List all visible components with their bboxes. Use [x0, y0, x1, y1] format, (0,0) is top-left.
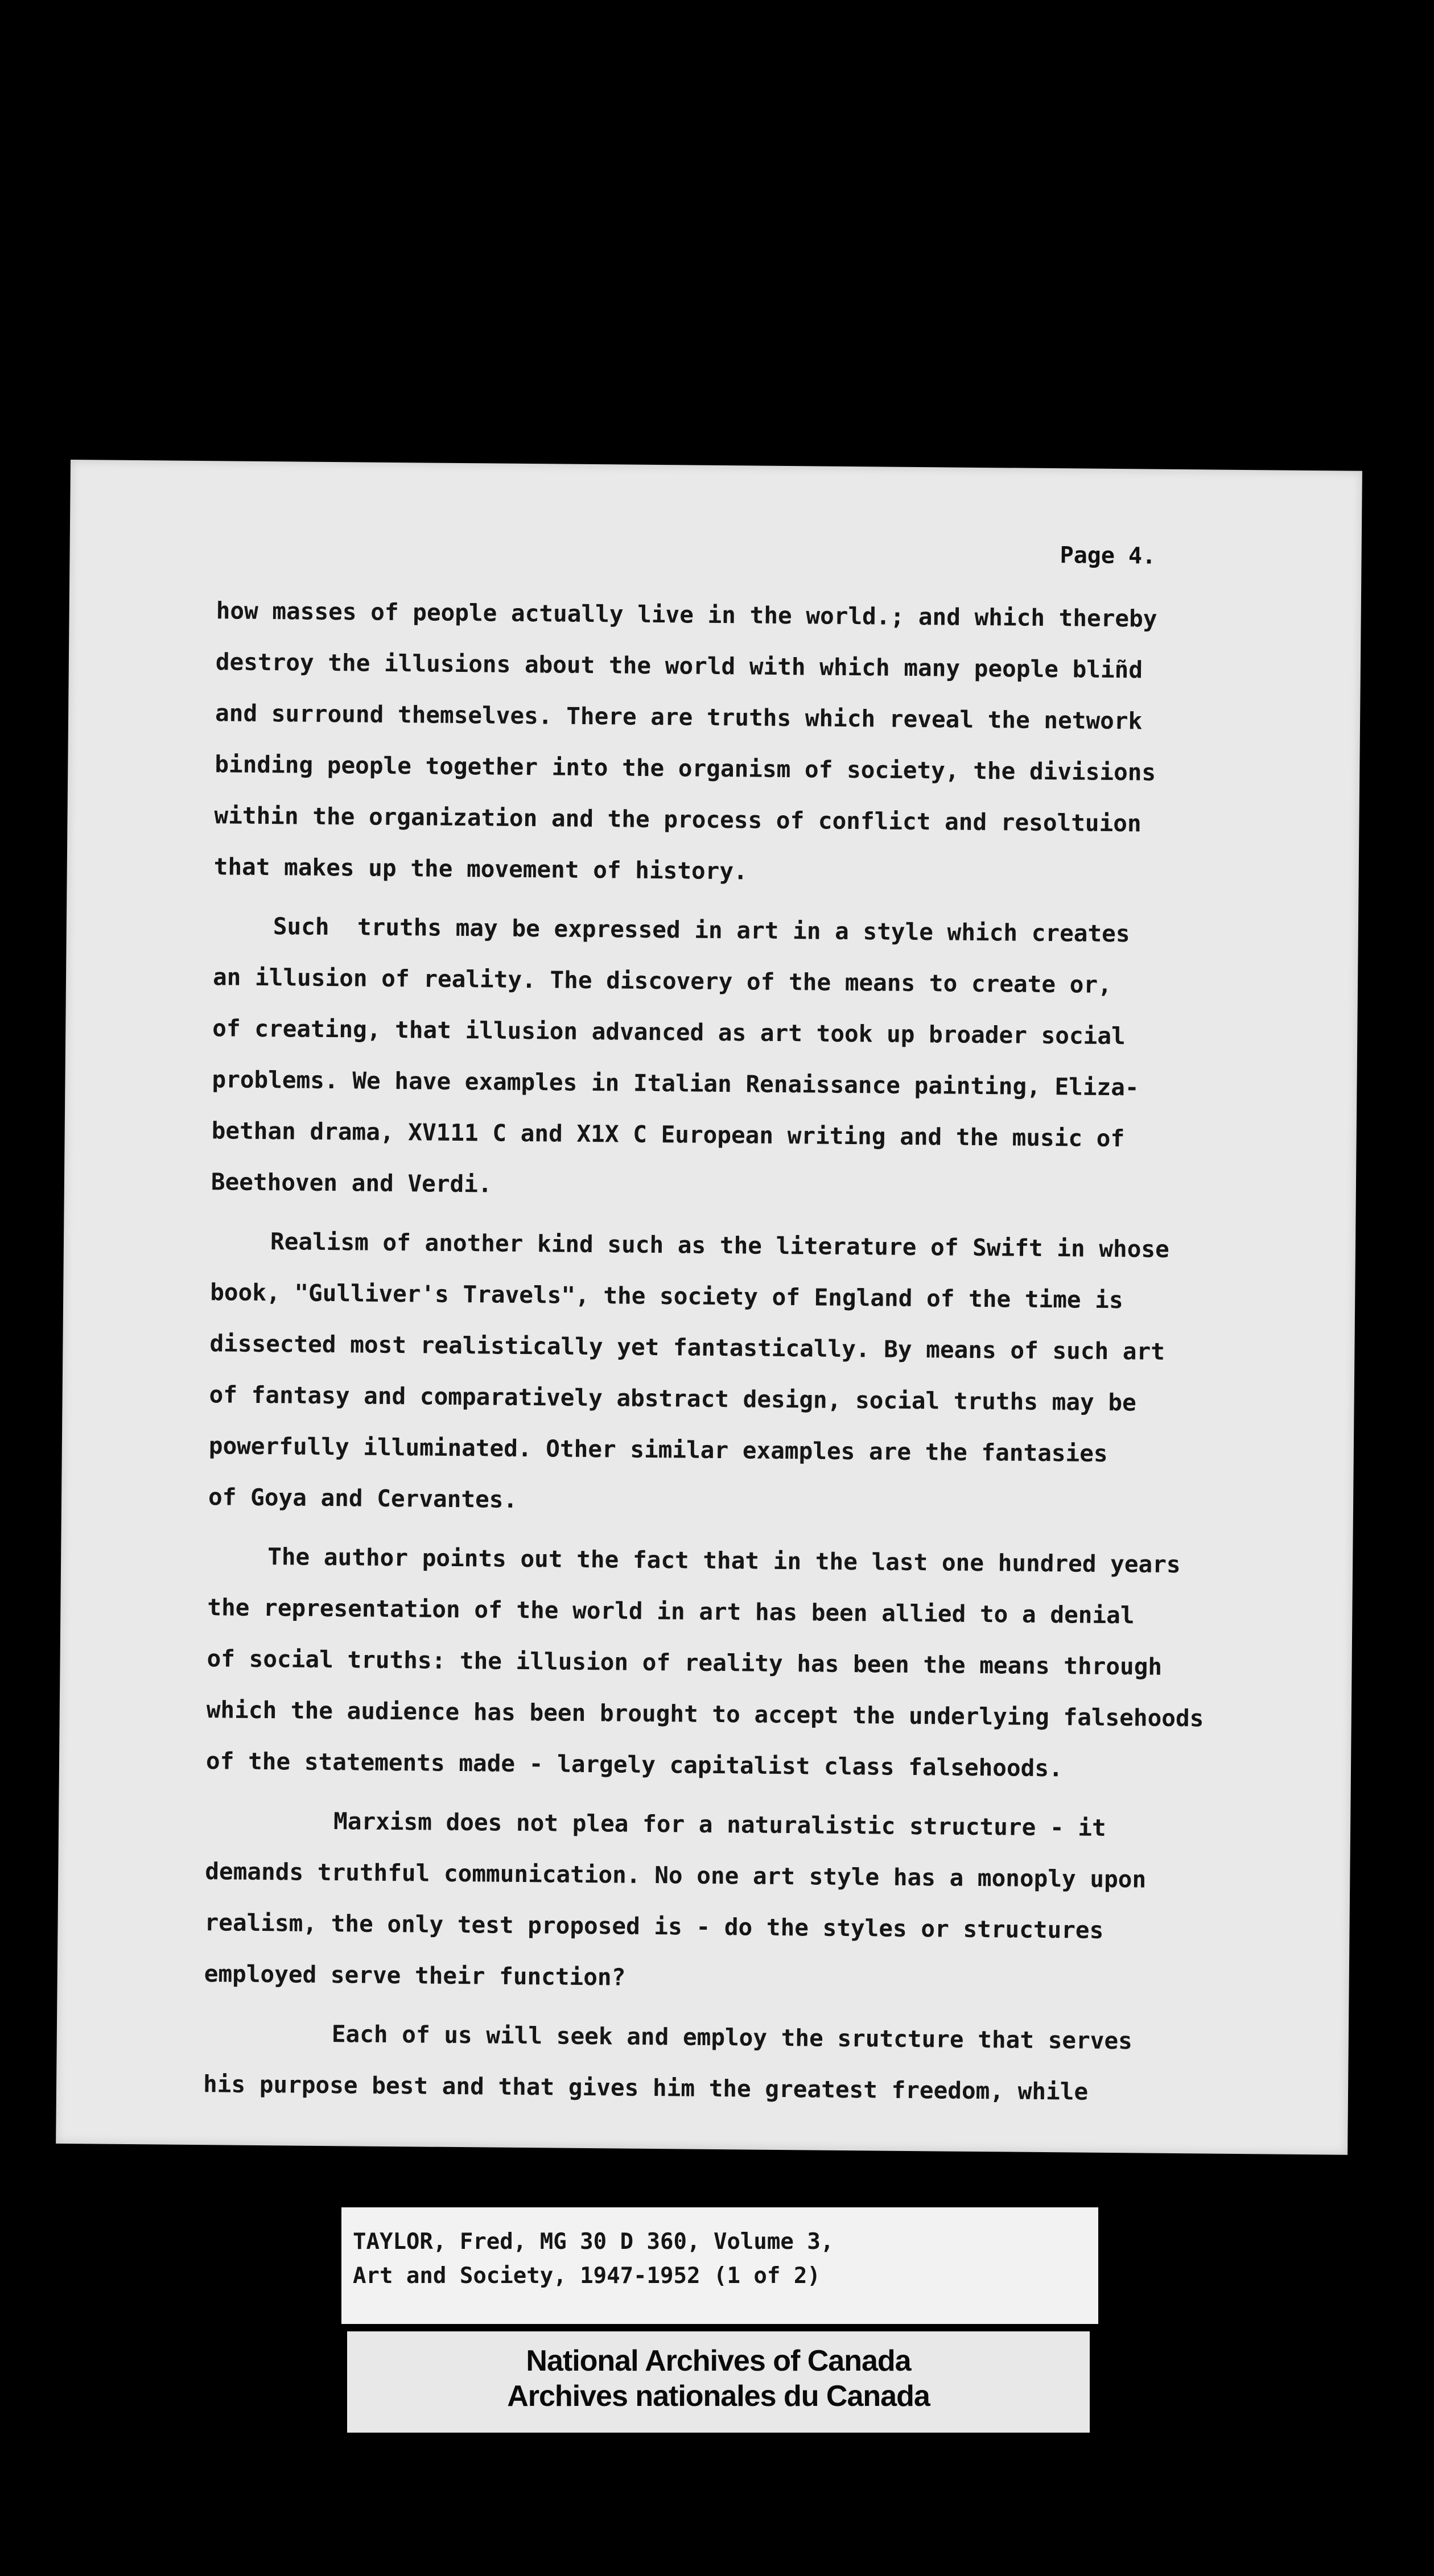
text-line: that makes up the movement of history. [213, 853, 748, 885]
text-line: Each of us will seek and employ the srutcture that serves [331, 2020, 1133, 2055]
text-line: of the statements made - largely capitalist class falsehoods. [205, 1747, 1063, 1782]
text-line: realism, the only test proposed is - do the styles or structures [204, 1909, 1104, 1944]
paragraph [211, 900, 1329, 1217]
text-line: dissected most realistically yet fantastically. By means of such art [209, 1330, 1165, 1365]
text-line: of fantasy and comparatively abstract design, social truths may be [209, 1381, 1136, 1417]
text-line: and surround themselves. There are truths which reveal the network [215, 699, 1143, 735]
text-line: demands truthful communication. No one art style has a monoply upon [205, 1857, 1147, 1893]
text-line: bethan drama, XV111 C and X1X C European writing and the music of [211, 1117, 1125, 1153]
text-line: within the organization and the process of conflict and resoltuion [214, 802, 1142, 837]
text-line: of social truths: the illusion of reality has been the means through [207, 1645, 1163, 1681]
text-line: Beethoven and Verdi. [211, 1168, 492, 1198]
archive-reference-label [341, 2207, 1098, 2324]
paragraph [213, 585, 1332, 902]
text-line: destroy the illusions about the world with which many people bliñd [215, 648, 1143, 684]
archives-name-fr: Archives nationales du Canada [507, 2380, 930, 2413]
text-line: The author points out the fact that in the last one hundred years [267, 1543, 1181, 1579]
text-line: powerfully illuminated. Other similar examples are the fantasies [208, 1432, 1108, 1467]
text-line: his purpose best and that gives him the greatest freedom, while [203, 2070, 1089, 2106]
typed-page [56, 460, 1362, 2155]
body-text [203, 585, 1332, 2119]
paragraph [208, 1215, 1326, 1532]
text-line: how masses of people actually live in the world.; and which thereby [216, 597, 1157, 633]
text-line: Marxism does not plea for a naturalistic structure - it [333, 1807, 1106, 1842]
text-line: book, "Gulliver's Travels", the society of England of the time is [210, 1278, 1123, 1314]
text-line: problems. We have examples in Italian Renaissance painting, Eliza- [212, 1066, 1139, 1101]
label-line: TAYLOR, Fred, MG 30 D 360, Volume 3, [353, 2229, 834, 2255]
text-line: Realism of another kind such as the literature of Swift in whose [270, 1228, 1169, 1263]
text-line: Such truths may be expressed in art in a style which creates [273, 913, 1130, 948]
text-line: of Goya and Cervantes. [208, 1483, 518, 1513]
archives-stamp [347, 2331, 1090, 2433]
text-line: of creating, that illusion advanced as art took up broader social [212, 1014, 1126, 1050]
text-line: binding people together into the organism of society, the divisions [215, 750, 1156, 786]
text-line: employed serve their function? [204, 1960, 626, 1991]
paragraph [206, 1530, 1324, 1796]
text-line: an illusion of reality. The discovery of the means to create or, [212, 963, 1112, 999]
text-line: which the audience has been brought to accept the underlying falsehoods [206, 1696, 1204, 1732]
page-number: Page 4. [1060, 542, 1156, 569]
paragraph [204, 1794, 1321, 2009]
label-line: Art and Society, 1947-1952 (1 of 2) [353, 2263, 821, 2289]
paragraph [203, 2007, 1319, 2119]
text-line: the representation of the world in art has been allied to a denial [207, 1594, 1135, 1629]
archives-name-en: National Archives of Canada [526, 2344, 911, 2377]
